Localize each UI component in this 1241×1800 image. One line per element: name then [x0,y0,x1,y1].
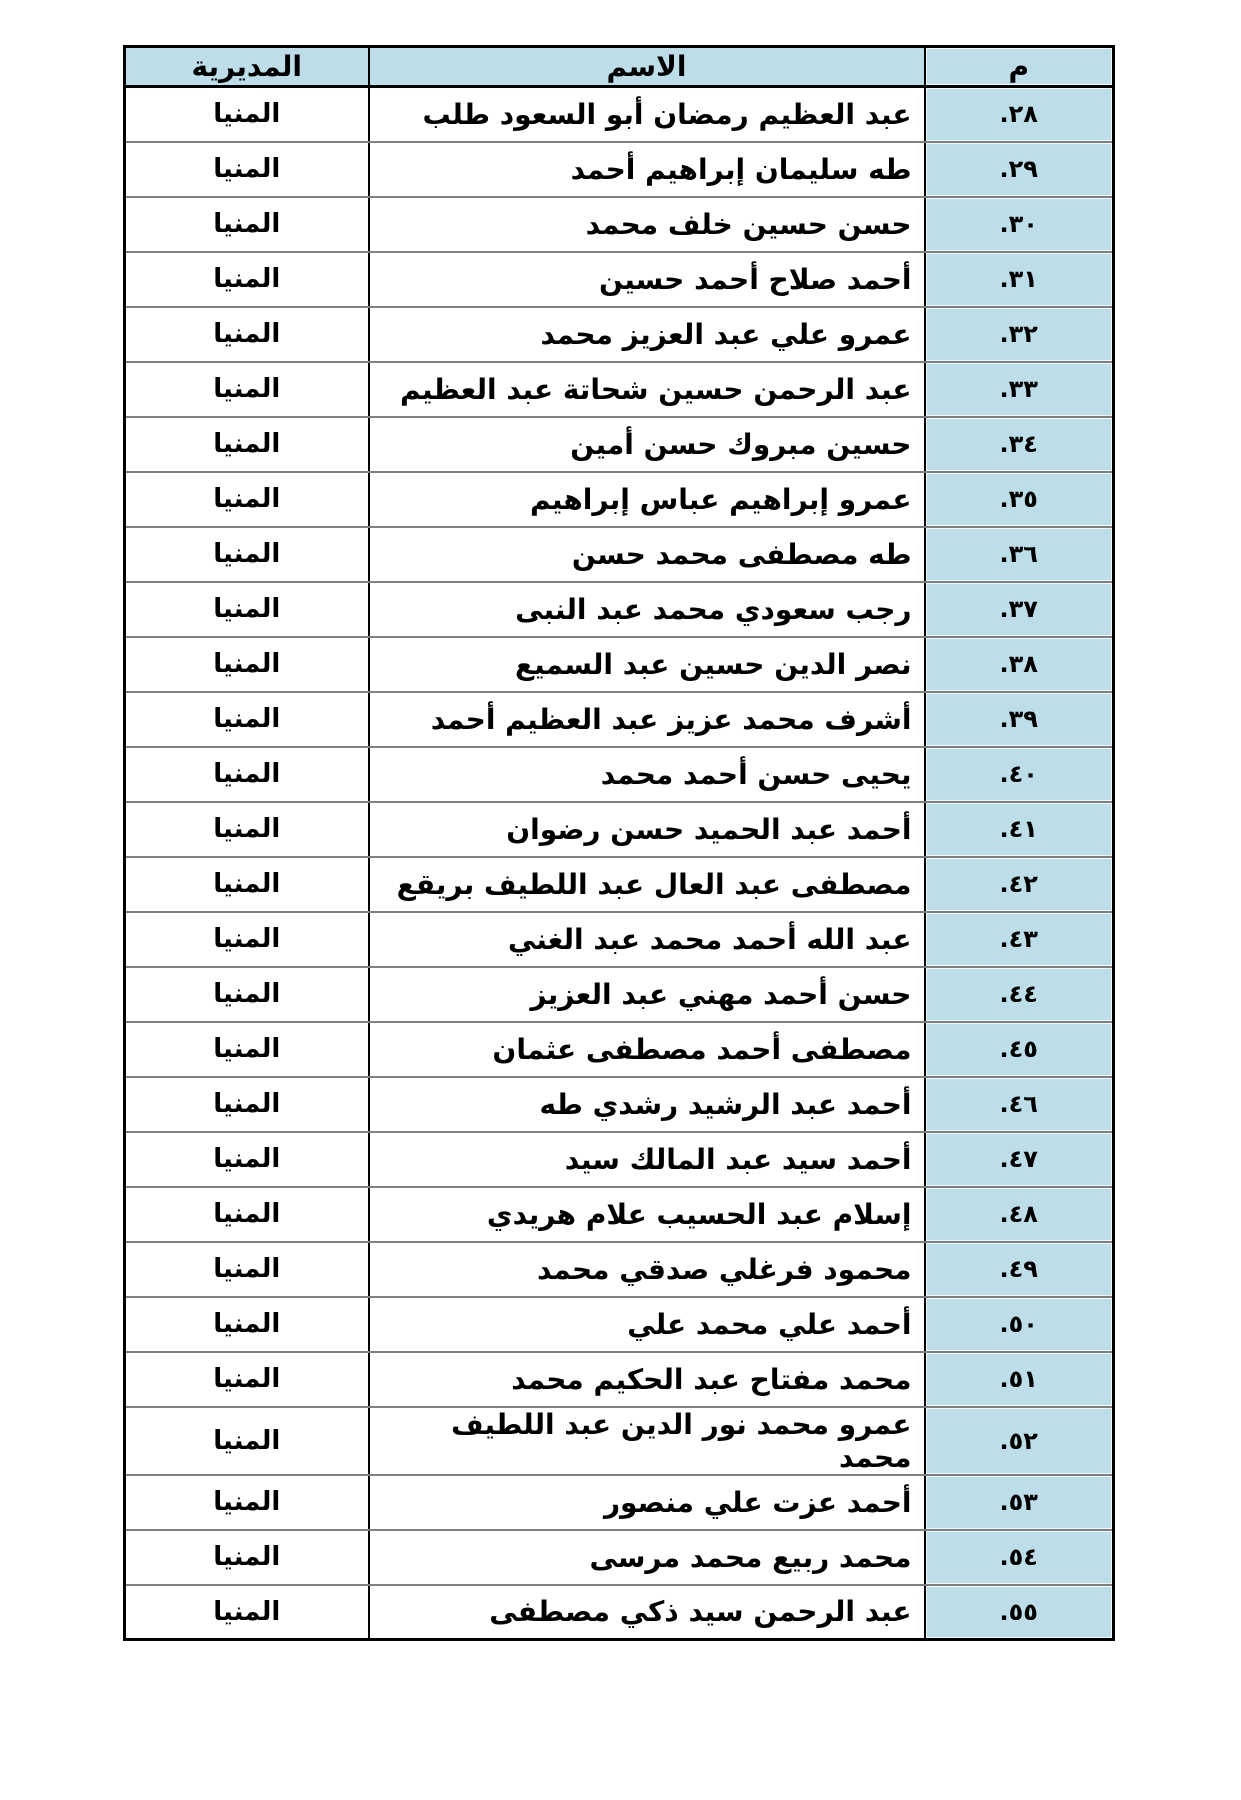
row-name-cell: حسين مبروك حسن أمين [369,417,925,472]
row-name-cell: محمود فرغلي صدقي محمد [369,1242,925,1297]
row-number-cell: ٣٥. [925,472,1114,527]
row-number-cell: ٣٠. [925,197,1114,252]
row-number-cell: ٢٨. [925,87,1114,142]
row-name-cell: عبد العظيم رمضان أبو السعود طلب [369,87,925,142]
table-row [125,802,1114,857]
header-cell-number: م [925,47,1114,87]
row-name-cell: عبد الرحمن سيد ذكي مصطفى [369,1585,925,1640]
table-row [125,1242,1114,1297]
table-body [125,87,1114,1640]
table-row [125,1407,1114,1475]
table-row [125,1475,1114,1530]
row-directorate-cell: المنيا [125,802,369,857]
row-name-cell: طه مصطفى محمد حسن [369,527,925,582]
document-page [0,45,1241,1800]
row-name-cell: أحمد صلاح أحمد حسين [369,252,925,307]
row-directorate-cell: المنيا [125,1242,369,1297]
table-row [125,1297,1114,1352]
row-number-cell: ٣٣. [925,362,1114,417]
row-number-cell: ٢٩. [925,142,1114,197]
row-number-cell: ٤٥. [925,1022,1114,1077]
row-directorate-cell: المنيا [125,362,369,417]
table-row [125,1132,1114,1187]
row-name-cell: عمرو علي عبد العزيز محمد [369,307,925,362]
row-directorate-cell: المنيا [125,747,369,802]
row-directorate-cell: المنيا [125,197,369,252]
table-row [125,307,1114,362]
row-number-cell: ٣٦. [925,527,1114,582]
row-name-cell: محمد مفتاح عبد الحكيم محمد [369,1352,925,1407]
row-directorate-cell: المنيا [125,1022,369,1077]
row-directorate-cell: المنيا [125,527,369,582]
row-directorate-cell: المنيا [125,252,369,307]
table-row [125,362,1114,417]
row-name-cell: عبد الله أحمد محمد عبد الغني [369,912,925,967]
table-header [125,47,1114,87]
row-number-cell: ٥٠. [925,1297,1114,1352]
row-directorate-cell: المنيا [125,1187,369,1242]
row-name-cell: مصطفى أحمد مصطفى عثمان [369,1022,925,1077]
row-directorate-cell: المنيا [125,1475,369,1530]
table-row [125,472,1114,527]
row-number-cell: ٤٣. [925,912,1114,967]
row-name-cell: طه سليمان إبراهيم أحمد [369,142,925,197]
row-name-cell: أحمد عبد الرشيد رشدي طه [369,1077,925,1132]
row-name-cell: أحمد عزت علي منصور [369,1475,925,1530]
row-number-cell: ٣٤. [925,417,1114,472]
row-number-cell: ٣٢. [925,307,1114,362]
row-directorate-cell: المنيا [125,967,369,1022]
row-directorate-cell: المنيا [125,307,369,362]
row-number-cell: ٤٦. [925,1077,1114,1132]
row-name-cell: عمرو إبراهيم عباس إبراهيم [369,472,925,527]
row-directorate-cell: المنيا [125,1352,369,1407]
row-directorate-cell: المنيا [125,692,369,747]
header-cell-directorate: المديرية [125,47,369,87]
table-row [125,1530,1114,1585]
row-directorate-cell: المنيا [125,1132,369,1187]
row-name-cell: حسن أحمد مهني عبد العزيز [369,967,925,1022]
header-row [125,47,1114,87]
table-row [125,747,1114,802]
row-directorate-cell: المنيا [125,1077,369,1132]
table-row [125,1187,1114,1242]
row-directorate-cell: المنيا [125,582,369,637]
row-number-cell: ٣٧. [925,582,1114,637]
table-row [125,252,1114,307]
row-directorate-cell: المنيا [125,912,369,967]
row-number-cell: ٤١. [925,802,1114,857]
row-name-cell: يحيى حسن أحمد محمد [369,747,925,802]
row-number-cell: ٤٩. [925,1242,1114,1297]
row-name-cell: إسلام عبد الحسيب علام هريدي [369,1187,925,1242]
table-row [125,142,1114,197]
row-directorate-cell: المنيا [125,1297,369,1352]
table-row [125,87,1114,142]
row-directorate-cell: المنيا [125,1407,369,1475]
row-number-cell: ٤٨. [925,1187,1114,1242]
row-name-cell: أحمد سيد عبد المالك سيد [369,1132,925,1187]
header-cell-name: الاسم [369,47,925,87]
row-name-cell: حسن حسين خلف محمد [369,197,925,252]
row-number-cell: ٥١. [925,1352,1114,1407]
table-row [125,692,1114,747]
row-directorate-cell: المنيا [125,142,369,197]
table-row [125,1077,1114,1132]
row-number-cell: ٤٧. [925,1132,1114,1187]
table-row [125,1585,1114,1640]
table-row [125,197,1114,252]
row-directorate-cell: المنيا [125,87,369,142]
row-number-cell: ٤٢. [925,857,1114,912]
row-name-cell: أحمد علي محمد علي [369,1297,925,1352]
table-row [125,527,1114,582]
table-row [125,637,1114,692]
row-number-cell: ٤٤. [925,967,1114,1022]
row-directorate-cell: المنيا [125,637,369,692]
table-row [125,582,1114,637]
row-directorate-cell: المنيا [125,1585,369,1640]
roster-table [123,45,1115,1641]
table-row [125,857,1114,912]
row-number-cell: ٥٥. [925,1585,1114,1640]
row-number-cell: ٥٢. [925,1407,1114,1475]
row-number-cell: ٣٩. [925,692,1114,747]
row-number-cell: ٥٣. [925,1475,1114,1530]
row-name-cell: عبد الرحمن حسين شحاتة عبد العظيم [369,362,925,417]
row-name-cell: عمرو محمد نور الدين عبد اللطيف محمد [369,1407,925,1475]
table-row [125,1022,1114,1077]
table-row [125,967,1114,1022]
row-number-cell: ٣١. [925,252,1114,307]
row-directorate-cell: المنيا [125,472,369,527]
row-name-cell: أشرف محمد عزيز عبد العظيم أحمد [369,692,925,747]
row-name-cell: أحمد عبد الحميد حسن رضوان [369,802,925,857]
table-row [125,912,1114,967]
table-row [125,417,1114,472]
row-directorate-cell: المنيا [125,1530,369,1585]
row-number-cell: ٥٤. [925,1530,1114,1585]
row-number-cell: ٤٠. [925,747,1114,802]
row-directorate-cell: المنيا [125,857,369,912]
row-name-cell: مصطفى عبد العال عبد اللطيف بريقع [369,857,925,912]
row-name-cell: نصر الدين حسين عبد السميع [369,637,925,692]
table-row [125,1352,1114,1407]
row-directorate-cell: المنيا [125,417,369,472]
row-name-cell: محمد ربيع محمد مرسى [369,1530,925,1585]
row-name-cell: رجب سعودي محمد عبد النبى [369,582,925,637]
row-number-cell: ٣٨. [925,637,1114,692]
